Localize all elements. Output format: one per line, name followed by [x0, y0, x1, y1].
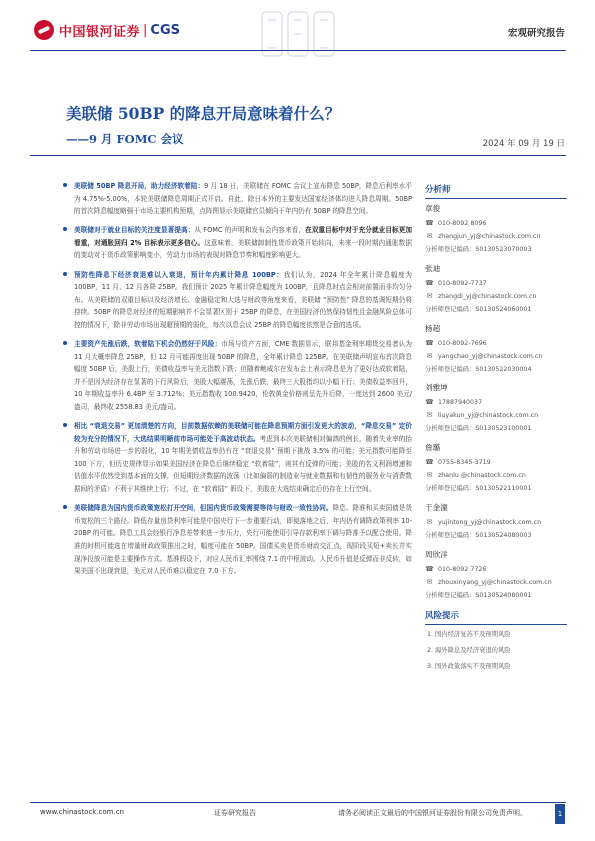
analyst-phone-row [425, 563, 567, 576]
phone-icon: ☎ [425, 219, 434, 227]
analyst-card [425, 442, 567, 495]
analyst-phone-row [425, 396, 567, 409]
analyst-email-row [425, 290, 567, 303]
logo-abbrev: CGS [150, 22, 180, 38]
analyst-registration: 分析师登记编码：S0130524080001 [425, 591, 532, 599]
phone-icon: ☎ [425, 278, 434, 287]
paragraph-lead: 主要资产先涨后跌，软着陆下机会仍然好于风险： [74, 340, 222, 349]
analyst-phone: 010-8092-7737 [438, 279, 487, 287]
analyst-email-row [425, 469, 567, 482]
analyst-email[interactable]: zhangdi_yj@chinastock.com.cn [438, 292, 537, 300]
analyst-phone-row [425, 217, 567, 230]
analyst-name: 于金潼 [425, 502, 448, 512]
risk-item: 2. 海外降息及经济衰退的风险 [427, 646, 511, 654]
phone-icon: ☎ [425, 398, 434, 407]
summary-column [62, 180, 412, 584]
bullet-icon [63, 272, 67, 276]
analyst-email[interactable]: zhouxinyang_yj@chinastock.com.cn [438, 578, 552, 586]
analyst-email-row [425, 576, 567, 589]
analyst-registration-row [425, 243, 567, 256]
analyst-registration: 分析师登记编码：S0130523100001 [425, 425, 532, 433]
report-type: 宏观研究报告 [507, 28, 565, 39]
phone-icon: ☎ [425, 338, 434, 347]
analyst-card [425, 549, 567, 602]
phone-icon: ☎ [425, 564, 434, 573]
analyst-registration: 分析师登记编码：S0130522030004 [425, 365, 532, 373]
paragraph-text: 考虑到本次美联储相对偏鸽的例长，随着失业率的抬升和劳动市场进一步的弱化，10 年期美债收益率仍有在 “衰退交易” 预期下挑战 3.5% 的可能；美元指数可能降至 100 下方，但历史规律显示如果美国经济在降息后继续稳定 “软着陆”，则其有反弹的可能；美股的名义利润增速和估值水平依然受到基本面的支撑，但短期经济数据的波荡（比如偏弱的制造业与就业数据和有韧性的服务业与消费数据间的矛盾）不利于其维续上行；不过，在 “软着陆” 假设下，美股在大选结束确定后仍存在上行空间。 [74, 434, 413, 494]
paragraph-lead: 美联储对于就业目标的关注度显著提高： [74, 226, 195, 235]
logo-name: 中国银河证券 [59, 24, 141, 40]
header-divider [30, 50, 566, 51]
analyst-card [425, 382, 567, 435]
analyst-registration-row [425, 422, 567, 435]
cgs-watermark-graphic [258, 6, 338, 62]
analyst-phone: 17887940037 [438, 399, 483, 407]
email-icon: ✉ [426, 411, 433, 420]
analyst-phone-row [425, 337, 567, 350]
analysts-heading: 分析师 [425, 183, 567, 199]
phone-icon: ☎ [425, 458, 434, 467]
analyst-email[interactable]: liuyakun_yj@chinastock.com.cn [438, 412, 539, 420]
analyst-email-row [425, 409, 567, 422]
bullet-icon [63, 227, 67, 231]
summary-paragraph [62, 420, 412, 496]
analyst-card [425, 323, 567, 376]
analyst-card [425, 203, 567, 256]
analyst-name: 刘雅坤 [425, 383, 448, 393]
analyst-name: 张迪 [425, 263, 441, 273]
paragraph-text: 我们认为，2024 年全年累计降息幅度为 100BP，11 月、12 月各降 25BP。我们预计 2025 年累计降息幅度为 100BP，且降息时点会相对前置而非均匀分布。从美联储的双重目标以及经济增长、金融稳定和大选与财政等角度来看，美联储 “预防性” 降息的基调短期仍将持续。50BP 的降息对经济的短期影响并不会显著区别于 25BP 的降息，在美国经济仍然保持韧性且金融风险总体可控的情况下，除非劳动市场出现超预期的弱化，每次以息会议 25BP 的降息幅度依然是合意的选项。 [74, 270, 412, 329]
analyst-email-row [425, 230, 567, 243]
analyst-email[interactable]: zhanlu @chinastock.com.cn [438, 472, 526, 480]
analyst-registration: 分析师登记编码：S0130523070003 [425, 246, 532, 253]
footer-disclaimer: 请务必阅读正文最后的中国银河证券股份有限公司免责声明。 [338, 809, 527, 817]
analyst-registration-row [425, 303, 567, 316]
analyst-name: 杨超 [425, 323, 441, 333]
bullet-icon [63, 505, 67, 509]
bullet-icon [63, 423, 67, 427]
summary-paragraph [62, 224, 412, 262]
email-icon: ✉ [426, 351, 433, 360]
email-icon: ✉ [426, 232, 433, 240]
analyst-registration-row [425, 529, 567, 542]
analyst-registration-row [425, 589, 567, 602]
analyst-email-row [425, 516, 567, 529]
analyst-registration: 分析师登记编码：S0130522110001 [425, 485, 532, 493]
sidebar [425, 183, 567, 673]
paragraph-lead: 美联储 50BP 降息开局，助力经济软着陆： [74, 182, 205, 190]
analyst-registration-row [425, 363, 567, 376]
analyst-card [425, 263, 567, 316]
analyst-card [425, 502, 567, 542]
analyst-email-row [425, 350, 567, 363]
analyst-registration-row [425, 482, 567, 495]
risk-item: 3. 国外政策落实不及预期风险 [427, 662, 511, 670]
paragraph-text: 降息、降准和买卖国债是货币宽松的三个路径。降低存量房贷利率可能是中国央行下一步重要行动，即便落地之后，年内仍有调降政策利率 10-20BP 的可能。降息工具会经银行净息差带来进一步压力，央行可能使用引导存款利率下调与降准予以配合使用。降准的时机可能选在增量财政政策推出之时，幅度可能在 50BP。国债买卖是货币财政交汇点，现阶段买短+卖长并实现净投放可能是主要操作方式。基准假设下，对应人民币汇率围绕 7.1 的中枢波动。人民币升值是反弹而非反转，如果美国不出现衰退，美元对人民币难以稳定在 7.0 下方。 [74, 504, 413, 576]
analyst-name: 詹璐 [425, 443, 441, 453]
analyst-registration: 分析师登记编码：S0130524080003 [425, 531, 532, 539]
summary-paragraph [62, 180, 412, 218]
analyst-email[interactable]: zhangjun_yj@chinastock.com.cn [438, 233, 541, 240]
analyst-phone-row [425, 456, 567, 469]
analyst-phone: 010-8092 8096 [438, 220, 487, 227]
footer-divider [30, 802, 566, 803]
email-icon: ✉ [426, 291, 433, 300]
paragraph-text: 市场与资产方面，CME 数据显示，联邦基金利率期货交易者认为 11 月大概率降息 25BP，但 12 月可能再度出现 50BP 的降息，全年累计降息 125BP。在美联储声明宣布首次降息幅度 50BP 后，美股上行，美债收益率与美元指数下跌；但随着鲍威尔在发布会上表示降息是为了更好达成软着陆，并不是因为经济存在显著的下行风险后，美股大幅震荡，先涨后跌，最终三大股指均以小幅下行；美债收益率回升，10 年期收益率升 6.4BP 至 3.712%；美元指数收 100.9420，伦敦黄金价格则呈先升后降，一度达到 2600 美元/盎司，最终收 2558.83 美元/盎司。 [74, 340, 412, 411]
summary-paragraph [62, 502, 412, 578]
logo-separator: | [143, 22, 148, 38]
footer-website[interactable]: www.chinastock.com.cn [40, 808, 124, 816]
analyst-email[interactable]: yujintong_yj@chinastock.com.cn [438, 518, 542, 526]
summary-paragraph [62, 338, 412, 414]
paragraph-text: 这意味着，美联储卸制性货币政策开始转向，未来一段时期内通胀数据的变动对于货币政策影响变小，劳动力市场的表现对降息节奏和幅度影响更大。 [74, 238, 412, 260]
paragraph-text: 9 月 18 日，美联储在 FOMC 会议上宣布降息 50BP，降息后利率水平为 4.75%-5.00%，本轮美联储降息周期正式开启。自此，除日本外的主要发达国家经济体均进入降息周期。50BP 的首次降息幅度略强于市场主要机构预期，点阵图显示美联储官员倾向于年内仍有 50BP 的降息空间。 [74, 182, 413, 216]
report-date: 2024 年 09 月 19 日 [482, 139, 565, 149]
logo-icon [34, 20, 54, 40]
report-header [0, 0, 595, 62]
analyst-list [425, 203, 567, 602]
email-icon: ✉ [426, 517, 433, 526]
title-divider [30, 155, 566, 156]
bullet-icon [63, 183, 67, 187]
analyst-phone-row [425, 277, 567, 290]
summary-paragraph [62, 269, 412, 332]
email-icon: ✉ [426, 577, 433, 586]
analyst-email[interactable]: yangchao_yj@chinastock.com.cn [438, 352, 543, 360]
risk-heading: 风险提示 [425, 609, 567, 625]
paragraph-lead: 相比 “衰退交易” 更加清楚的方向，目前数据依赖的美联储可能在降息预期方面引发更大的波动，“降息交易” 定价较为充分的情况下，大选结果明晰前市场可能处于高波动状态。 [74, 422, 412, 443]
page-number: 1 [555, 804, 565, 824]
analyst-name: 周欣洋 [425, 549, 448, 559]
analyst-registration: 分析师登记编码：S0130524060001 [425, 305, 532, 313]
footer-report-type: 证券研究报告 [214, 809, 256, 817]
paragraph-lead: 美联储降息为国内货币政策宽松打开空间，但国内货币政策需要等待与财政一致性协同。 [74, 504, 333, 513]
analyst-phone: 010-8092 7726 [438, 565, 487, 573]
report-title: 美联储 50BP 的降息开局意味着什么？ [66, 104, 341, 123]
analyst-phone: 0755-8345-3719 [438, 459, 491, 467]
paragraph-text: 从 FOMC 的声明和发布会内容来看， [194, 226, 306, 235]
paragraph-emphasis: 在双重目标中对于充分就业目标更加看重，对通胀回归 2% 目标表示更多信心。 [74, 226, 413, 247]
email-icon: ✉ [426, 471, 433, 480]
report-subtitle: ——9 月 FOMC 会议 [66, 132, 184, 146]
risk-list [425, 629, 567, 673]
company-logo [34, 20, 180, 40]
risk-item: 1. 国内经济复苏不及预期风险 [427, 630, 511, 638]
paragraph-lead: 预防性降息下经济衰退难以入衰退，预计年内累计降息 100BP： [74, 270, 284, 279]
analyst-phone: 010-8092-7696 [438, 339, 487, 347]
analyst-name: 章俊 [425, 204, 441, 213]
bullet-icon [63, 341, 67, 345]
